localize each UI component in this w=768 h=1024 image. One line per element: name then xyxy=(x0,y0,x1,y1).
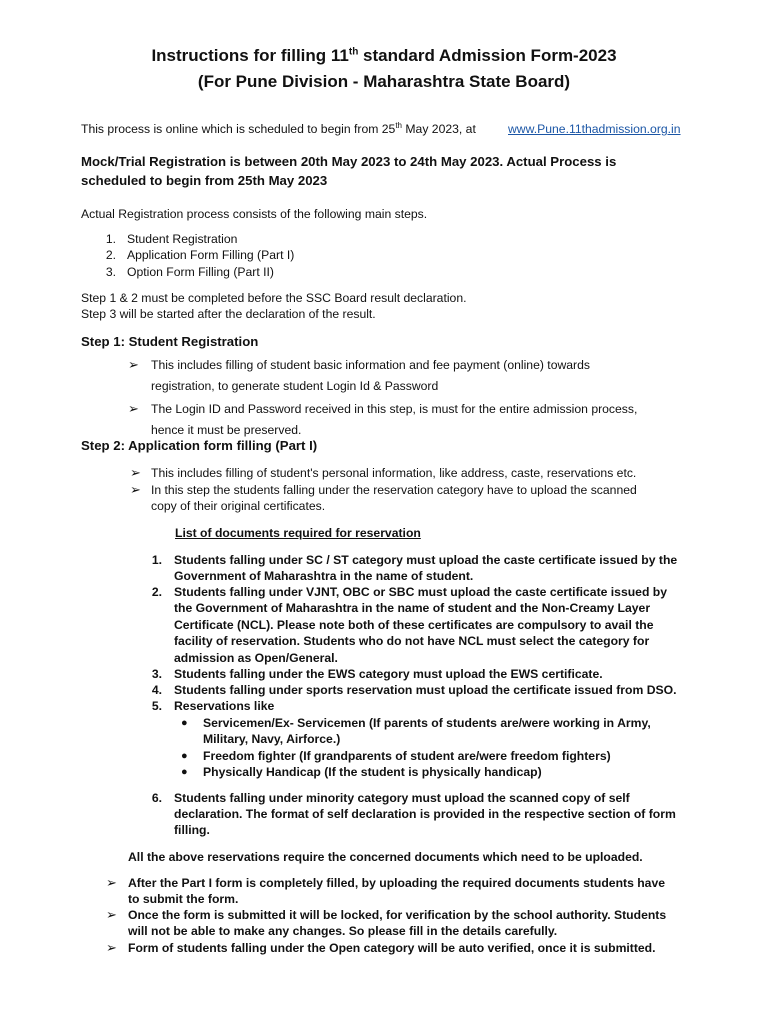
timing-line1: Step 1 & 2 must be completed before the SSC Board result declaration. xyxy=(81,291,467,305)
final-bullet-text: Form of students falling under the Open category will be auto verified, once it is submitted. xyxy=(128,941,656,955)
step1-bullet-text: This includes filling of student basic information and fee payment (online) towards xyxy=(151,358,590,372)
doc-text: Students falling under the EWS category must upload the EWS certificate. xyxy=(174,667,603,681)
doc-number: 4. xyxy=(151,683,162,697)
mock-registration-line2: scheduled to begin from 25th May 2023 xyxy=(81,173,328,188)
main-step-number: 1. xyxy=(105,232,116,246)
doc-text: Government of Maharashtra in the name of student. xyxy=(174,569,474,583)
reservation-item: Physically Handicap (If the student is physically handicap) xyxy=(203,765,542,779)
arrow-bullet-icon: ➢ xyxy=(106,875,117,890)
main-step-item: Application Form Filling (Part I) xyxy=(127,248,295,262)
page-subtitle: (For Pune Division - Maharashtra State Board) xyxy=(197,72,571,91)
reservation-item: Freedom fighter (If grandparents of student are/were freedom fighters) xyxy=(203,749,611,763)
arrow-bullet-icon: ➢ xyxy=(130,465,141,480)
doc-text: Students falling under sports reservation must upload the certificate issued from DSO. xyxy=(174,683,677,697)
steps-intro: Actual Registration process consists of the following main steps. xyxy=(81,207,428,221)
doc-text: Certificate (NCL). Please note both of these certificates are compulsory to avail the xyxy=(174,618,654,632)
mock-registration-line1: Mock/Trial Registration is between 20th May 2023 to 24th May 2023. Actual Process is xyxy=(81,154,617,169)
timing-line2: Step 3 will be started after the declaration of the result. xyxy=(81,307,376,321)
reservation-item: Servicemen/Ex- Servicemen (If parents of students are/were working in Army, xyxy=(203,716,651,730)
step1-heading: Step 1: Student Registration xyxy=(81,334,259,349)
step2-bullet-text: copy of their original certificates. xyxy=(151,499,326,513)
main-step-number: 2. xyxy=(105,248,116,262)
main-step-item: Option Form Filling (Part II) xyxy=(127,265,274,279)
doc-number: 3. xyxy=(151,667,162,681)
bullet-dot-icon: ● xyxy=(181,766,188,778)
main-step-number: 3. xyxy=(105,265,116,279)
arrow-bullet-icon: ➢ xyxy=(106,907,117,922)
step2-bullet-text: In this step the students falling under the reservation category have to upload the scanned xyxy=(151,483,637,497)
doc-text: Students falling under SC / ST category must upload the caste certificate issued by the xyxy=(174,553,678,567)
doc-text: Reservations like xyxy=(174,699,275,713)
doc-text: facility of reservation. Students who do not have NCL must select the category for xyxy=(174,634,650,648)
page-title: Instructions for filling 11th standard Admission Form-2023 xyxy=(151,46,617,65)
arrow-bullet-icon: ➢ xyxy=(130,482,141,497)
doc-number: 1. xyxy=(151,553,162,567)
final-bullet-text: will not be able to make any changes. So please fill in the details carefully. xyxy=(128,924,558,938)
intro-text: This process is online which is scheduled to begin from 25th May 2023, at xyxy=(81,120,476,136)
final-bullet-text: Once the form is submitted it will be locked, for verification by the school authority. Students xyxy=(128,908,667,922)
doc-text: admission as Open/General. xyxy=(174,651,338,665)
doc-number: 5. xyxy=(151,699,162,713)
doc-number: 6. xyxy=(151,791,162,805)
main-step-item: Student Registration xyxy=(127,232,238,246)
reservation-documents-note: All the above reservations require the concerned documents which need to be uploaded. xyxy=(128,850,643,864)
arrow-bullet-icon: ➢ xyxy=(106,940,117,955)
bullet-dot-icon: ● xyxy=(181,717,188,729)
bullet-dot-icon: ● xyxy=(181,750,188,762)
step1-bullet-text: hence it must be preserved. xyxy=(151,423,302,437)
final-bullet-text: to submit the form. xyxy=(128,892,239,906)
step1-bullet-text: The Login ID and Password received in this step, is must for the entire admission process, xyxy=(151,402,638,416)
step2-bullet-text: This includes filling of student's personal information, like address, caste, reservations etc. xyxy=(151,466,637,480)
doc-text: Students falling under minority category must upload the scanned copy of self xyxy=(174,791,630,805)
arrow-bullet-icon: ➢ xyxy=(128,357,139,372)
doc-text: filling. xyxy=(174,823,210,837)
arrow-bullet-icon: ➢ xyxy=(128,401,139,416)
doc-text: declaration. The format of self declaration is provided in the respective section of form xyxy=(174,807,676,821)
documents-list-heading: List of documents required for reservation xyxy=(175,526,421,540)
doc-number: 2. xyxy=(151,585,162,599)
reservation-item: Military, Navy, Airforce.) xyxy=(203,732,341,746)
final-bullet-text: After the Part I form is completely filled, by uploading the required documents students have xyxy=(128,876,666,890)
step2-heading: Step 2: Application form filling (Part I) xyxy=(81,438,318,453)
step1-bullet-text: registration, to generate student Login Id & Password xyxy=(151,379,439,393)
admission-website-link[interactable]: www.Pune.11thadmission.org.in xyxy=(508,122,681,136)
doc-text: Students falling under VJNT, OBC or SBC must upload the caste certificate issued by xyxy=(174,585,668,599)
doc-text: the Government of Maharashtra in the name of student and the Non-Creamy Layer xyxy=(174,601,651,615)
